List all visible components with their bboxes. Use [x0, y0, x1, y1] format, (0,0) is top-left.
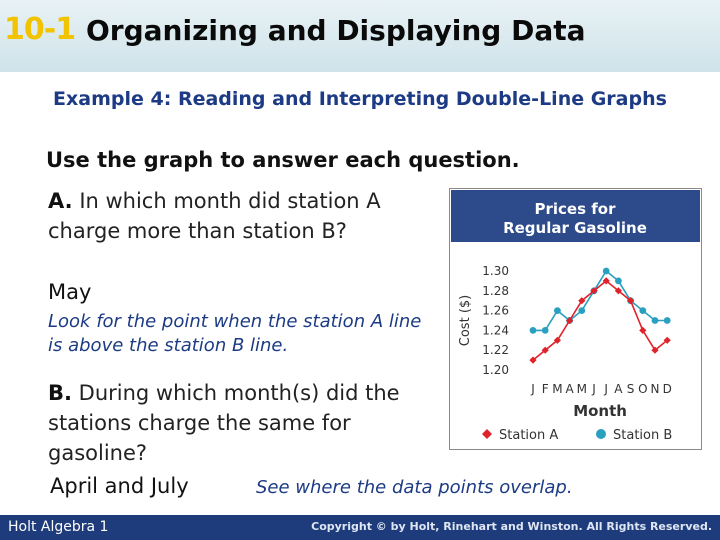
footer-course: Holt Algebra 1 — [8, 519, 109, 535]
title-bar — [0, 0, 720, 72]
y-axis-title: Cost ($) — [458, 294, 473, 347]
data-point-station-b — [664, 317, 671, 324]
data-point-station-b — [578, 307, 585, 314]
data-point-station-b — [530, 327, 537, 334]
answer-b: April and July — [50, 474, 189, 498]
x-tick-label: N — [650, 382, 660, 396]
x-tick-label: M — [576, 382, 587, 396]
gasoline-price-chart — [449, 188, 702, 450]
y-tick-label: 1.26 — [482, 303, 509, 318]
y-tick-label: 1.20 — [482, 363, 509, 377]
question-a — [48, 186, 408, 246]
answer-a: May — [48, 280, 92, 304]
data-point-station-b — [554, 307, 561, 314]
y-tick-label: 1.30 — [482, 264, 509, 278]
x-tick-label: O — [638, 382, 648, 396]
instruction-text: Use the graph to answer each question. — [46, 148, 520, 172]
hint-b: See where the data points overlap. — [256, 477, 573, 498]
x-tick-label: A — [565, 382, 574, 396]
y-tick-label: 1.22 — [482, 343, 509, 358]
chart-title-line2: Regular Gasoline — [503, 219, 647, 237]
hint-a: Look for the point when the station A line is above the station B line. — [48, 311, 422, 356]
question-b-text: During which month(s) did the stations charge the same for gasoline? — [48, 381, 400, 465]
x-tick-label: J — [592, 382, 596, 396]
data-point-station-b — [652, 317, 659, 324]
y-tick-label: 1.28 — [482, 283, 509, 298]
question-a-label: A. — [48, 189, 73, 213]
lesson-title: Organizing and Displaying Data — [86, 14, 586, 47]
data-point-station-b — [542, 327, 549, 334]
x-tick-label: A — [614, 382, 623, 396]
question-b — [48, 378, 428, 468]
x-tick-label: D — [662, 382, 672, 396]
question-b-label: B. — [48, 381, 72, 405]
legend-marker-station-b — [596, 429, 606, 439]
y-tick-label: 1.24 — [482, 323, 509, 338]
chart-title-line1: Prices for — [534, 200, 616, 218]
footer-copyright: Copyright © by Holt, Rinehart and Winston. All Rights Reserved. — [311, 520, 712, 533]
x-axis-title: Month — [573, 402, 627, 420]
x-tick-label: M — [552, 382, 563, 396]
data-point-station-b — [615, 278, 622, 285]
x-tick-label: J — [604, 382, 608, 396]
question-a-text: In which month did station A charge more than station B? — [48, 189, 381, 243]
footer-bar — [0, 515, 720, 540]
data-point-station-b — [603, 268, 610, 275]
lesson-badge: 10-1 — [4, 12, 76, 47]
example-title: Example 4: Reading and Interpreting Double-Line Graphs — [53, 88, 667, 110]
x-tick-label: J — [531, 382, 535, 396]
data-point-station-b — [639, 307, 646, 314]
legend-label-station-a: Station A — [499, 428, 559, 443]
legend-label-station-b: Station B — [613, 428, 673, 443]
x-tick-label: F — [541, 382, 549, 396]
x-tick-label: S — [626, 382, 635, 396]
